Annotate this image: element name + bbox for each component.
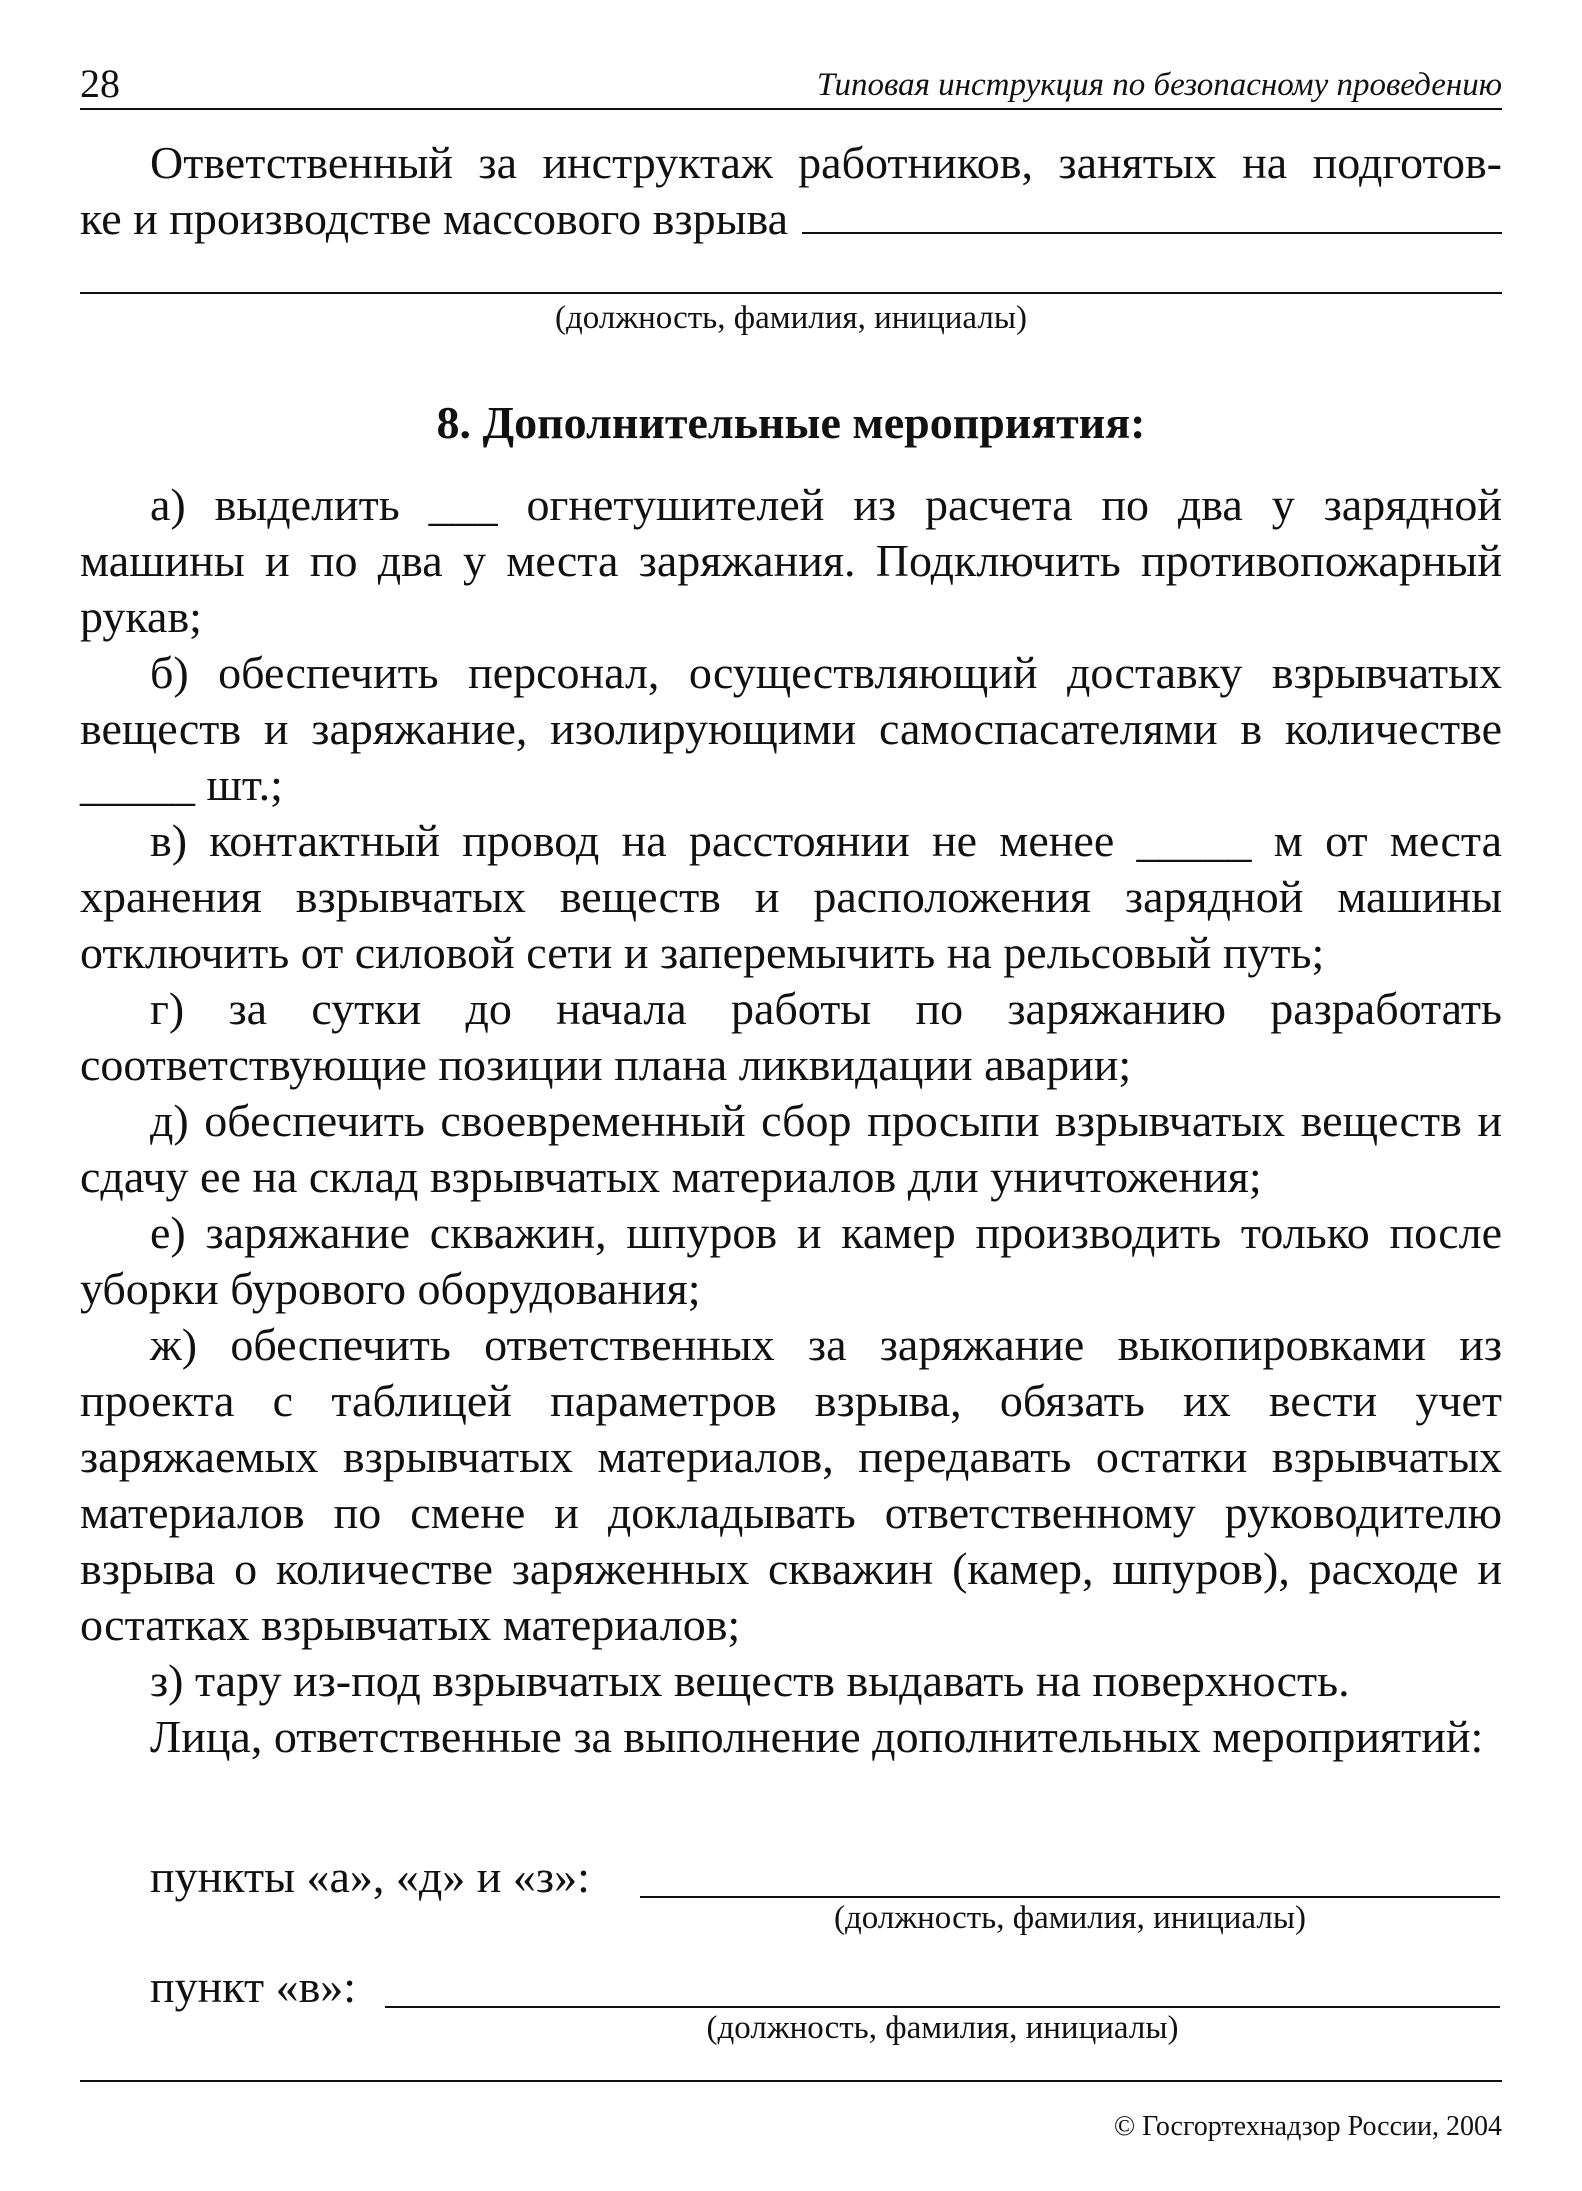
running-title: Типовая инструкция по безопасному проведению <box>816 67 1502 103</box>
intro-signature-line <box>80 292 1502 294</box>
signature-caption-a-d-z: (должность, фамилия, инициалы) <box>834 1900 1306 1936</box>
item-e: е) заряжание скважин, шпуров и камер производить только после уборки бурового оборудования; <box>80 1207 1502 1314</box>
item-b: б) обеспечить персонал, осуществляющий доставку взрывчатых веществ и заряжание, изолирующими самоспасателями в количестве _____ шт.; <box>80 647 1502 810</box>
intro-line-2-row <box>80 191 1502 247</box>
signature-row-a-d-z-label: пункты «а», «д» и «з»: <box>150 1851 590 1902</box>
items-block <box>80 477 1502 1765</box>
intro-caption: (должность, фамилия, инициалы) <box>555 300 1027 336</box>
running-header <box>80 58 1502 110</box>
intro-line-1: Ответственный за инструктаж работников, занятых на подготов- <box>150 137 1502 188</box>
item-z: з) тару из-под взрывчатых веществ выдавать на поверхность. <box>150 1655 1350 1706</box>
intro-fill-line <box>802 196 1502 234</box>
page-number: 28 <box>80 61 120 106</box>
intro-paragraph <box>80 135 1502 247</box>
item-g: г) за сутки до начала работы по заряжанию разработать соответствующие позиции плана ликвидации аварии; <box>80 983 1502 1090</box>
signature-line-a-d-z <box>640 1896 1500 1898</box>
intro-line-2: ке и производстве массового взрыва <box>80 193 789 244</box>
footer-rule <box>80 2080 1502 2082</box>
signature-caption-v: (должность, фамилия, инициалы) <box>706 2010 1179 2046</box>
item-d: д) обеспечить своевременный сбор просыпи взрывчатых веществ и сдачу ее на склад взрывчатых материалов дли уничтожения; <box>80 1095 1502 1202</box>
item-v: в) контактный провод на расстоянии не менее _____ м от места хранения взрывчатых веществ и расположения зарядной машины отключить от силовой сети и заперемычить на рельсовый путь; <box>80 815 1502 978</box>
responsible-text: Лица, ответственные за выполнение дополнительных мероприятий: <box>150 1711 1484 1762</box>
signature-row-v-label: пункт «в»: <box>150 1961 357 2012</box>
copyright-notice: © Госгортехнадзор России, 2004 <box>1113 2111 1502 2142</box>
item-zh: ж) обеспечить ответственных за заряжание выкопировками из проекта с таблицей параметров взрыва, обязать их вести учет заряжаемых взрывчатых материалов, передавать остатки взрывчатых материалов по смене и докладывать ответственному руководителю взрыва о количестве заряженных скважин (камер, шпуров), расходе и остатках взрывчатых материалов; <box>80 1319 1502 1650</box>
section-heading: 8. Дополнительные мероприятия: <box>436 397 1146 448</box>
signature-line-v <box>385 2006 1500 2008</box>
item-a: а) выделить ___ огнетушителей из расчета по два у зарядной машины и по два у места заряжания. Подключить противопожарный рукав; <box>80 479 1502 642</box>
